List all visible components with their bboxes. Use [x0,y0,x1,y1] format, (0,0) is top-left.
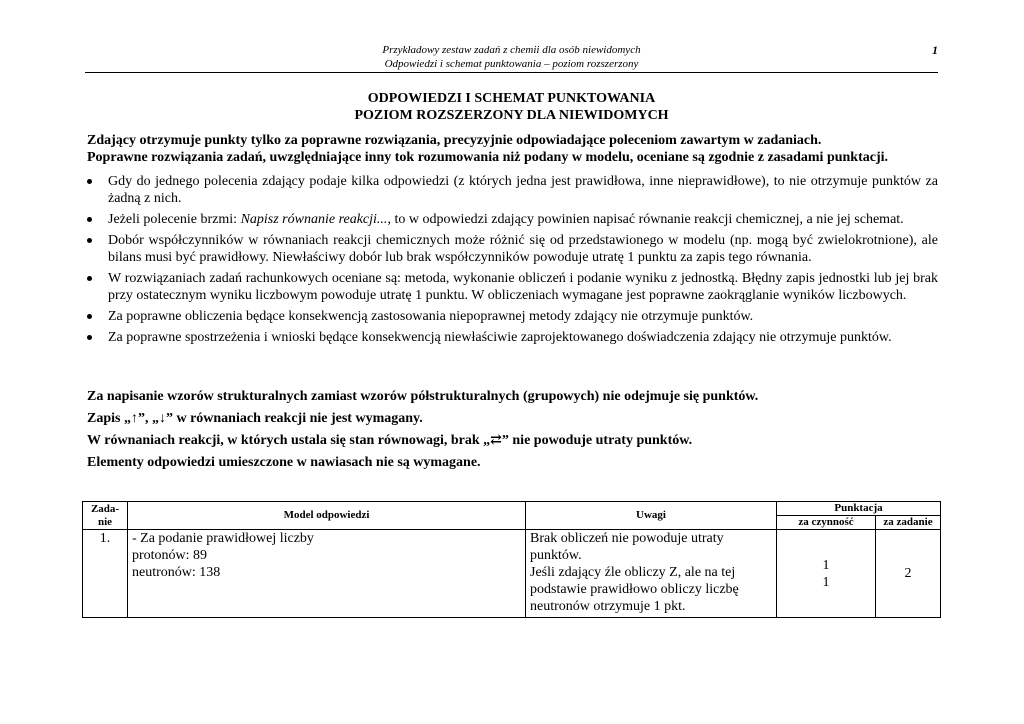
list-item [87,173,938,207]
title-line-1: ODPOWIEDZI I SCHEMAT PUNKTOWANIA [367,91,656,106]
running-header [85,43,938,71]
col-header-per-action: za czynność [777,516,876,530]
cell-remarks [526,530,777,618]
col-header-model: Model odpowiedzi [128,502,526,530]
header-line-1: Przykładowy zestaw zadań z chemii dla osób niewidomych [382,44,641,56]
list-item-text-before: Jeżeli polecenie brzmi: [108,212,241,227]
list-item [87,308,938,325]
col-header-remarks: Uwagi [526,502,777,530]
model-answer-line: protonów: 89 [132,548,208,563]
list-item-text: Gdy do jednego polecenia zdający podaje kilka odpowiedzi (z których jedna jest prawidłowa, inne nieprawidłowe), to nie otrzymuje punktów za żadną z nich. [108,174,938,206]
bullet-icon [87,335,92,340]
remarks-line: punktów. [530,548,582,563]
bullet-icon [87,179,92,184]
list-item-text-italic: Napisz równanie reakcji... [240,212,388,227]
note-arrows: Zapis „↑”, „↓” w równaniach reakcji nie jest wymagany. [87,411,423,426]
header-rule [85,72,938,73]
note-equilibrium: W równaniach reakcji, w których ustala się stan równowagi, brak „⇄” nie powoduje utraty punktów. [87,433,693,448]
cell-task-number: 1. [83,530,128,618]
intro-text [87,132,940,166]
points-value: 1 [822,574,830,590]
list-item-text: W rozwiązaniach zadań rachunkowych oceniane są: metoda, wykonanie obliczeń i podanie wyniku z jednostką. Błędny zapis jednostki lub jej brak przy ostatecznym wyniku liczbowym powoduje utratę 1 punktu. W obliczeniach wymagane jest poprawne zaokrąglanie wyników liczbowych. [108,271,938,303]
list-item-text-after: , to w odpowiedzi zdający powinien napisać równanie reakcji chemicznej, a nie jej schemat. [387,212,904,227]
rules-list [87,173,938,350]
bullet-icon [87,314,92,319]
list-item-text: Za poprawne obliczenia będące konsekwencją zastosowania niepoprawnej metody zdający nie otrzymuje punktów. [108,309,754,324]
remarks-line: neutronów otrzymuje 1 pkt. [530,599,686,614]
cell-points-per-task: 2 [876,530,941,618]
page-title [85,90,938,124]
list-item-text: Dobór współczynników w równaniach reakcji chemicznych może różnić się od przedstawionego w modelu (np. mogą być zwielokrotnione), ale bilans musi być prawidłowy. Niewłaściwy dobór lub brak współczynników powoduje utratę 1 punktu za zapis tego równania. [108,233,938,265]
bullet-icon [87,276,92,281]
note-brackets: Elementy odpowiedzi umieszczone w nawiasach nie są wymagane. [87,455,481,470]
cell-model-answer [128,530,526,618]
bold-notes [87,388,940,476]
title-line-2: POZIOM ROZSZERZONY DLA NIEWIDOMYCH [354,108,669,123]
intro-line-2: Poprawne rozwiązania zadań, uwzględniające inny tok rozumowania niż podany w modelu, oceniane są zgodnie z zasadami punktacji. [87,150,889,165]
scoring-table [82,501,941,618]
col-header-task-line-1: Zada- [90,502,120,515]
list-item [87,232,938,266]
remarks-line: podstawie prawidłowo obliczy liczbę [530,582,739,597]
list-item [87,270,938,304]
list-item-text: Za poprawne spostrzeżenia i wnioski będące konsekwencją niewłaściwie zaprojektowanego doświadczenia zdający nie otrzymuje punktów. [108,330,892,345]
col-header-per-task: za zadanie [876,516,941,530]
cell-points-per-action [777,530,876,618]
col-header-task [83,502,128,530]
intro-line-1: Zdający otrzymuje punkty tylko za poprawne rozwiązania, precyzyjnie odpowiadające poleceniom zawartym w zadaniach. [87,133,822,148]
list-item [87,211,938,228]
col-header-task-line-2: nie [97,515,113,528]
page-number: 1 [932,43,938,57]
points-value: 1 [822,557,830,573]
col-header-points: Punktacja [777,502,941,516]
list-item [87,329,938,346]
table-row [83,530,941,618]
bullet-icon [87,217,92,222]
remarks-line: Jeśli zdający źle obliczy Z, ale na tej [530,565,736,580]
header-line-2: Odpowiedzi i schemat punktowania – poziom rozszerzony [384,58,639,70]
bullet-icon [87,238,92,243]
note-structural-formulas: Za napisanie wzorów strukturalnych zamiast wzorów półstrukturalnych (grupowych) nie odejmuje się punktów. [87,389,759,404]
model-answer-line: - Za podanie prawidłowej liczby [132,531,314,546]
remarks-line: Brak obliczeń nie powoduje utraty [530,531,724,546]
model-answer-line: neutronów: 138 [132,565,221,580]
